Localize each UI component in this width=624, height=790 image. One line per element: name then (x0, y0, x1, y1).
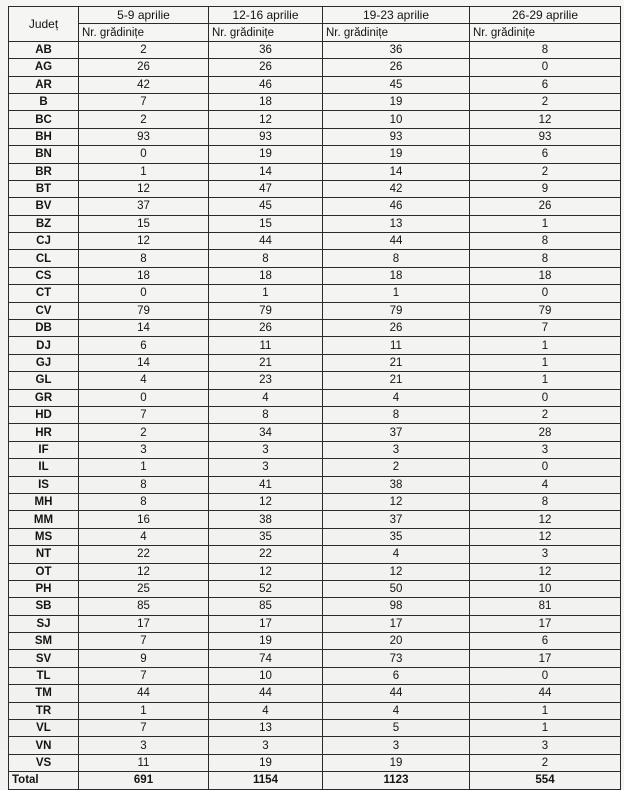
county-code: HD (9, 406, 79, 423)
count-cell: 3 (79, 737, 209, 754)
count-cell: 1 (470, 372, 621, 389)
count-cell: 14 (209, 163, 323, 180)
table-row (9, 128, 621, 145)
count-cell: 12 (79, 563, 209, 580)
count-cell: 0 (79, 146, 209, 163)
count-cell: 4 (323, 702, 470, 719)
count-cell: 26 (323, 320, 470, 337)
count-cell: 18 (79, 267, 209, 284)
count-subheader: Nr. grădinițe (323, 24, 470, 41)
period-header: 26-29 aprilie (470, 7, 621, 24)
count-cell: 11 (79, 754, 209, 771)
county-code: BZ (9, 215, 79, 232)
count-cell: 17 (470, 615, 621, 632)
count-cell: 14 (79, 320, 209, 337)
county-code: SM (9, 633, 79, 650)
count-cell: 0 (79, 285, 209, 302)
count-cell: 47 (209, 180, 323, 197)
table-row (9, 285, 621, 302)
total-label: Total (9, 772, 79, 789)
county-code: BC (9, 111, 79, 128)
table-row (9, 546, 621, 563)
table-row (9, 337, 621, 354)
county-code: NT (9, 546, 79, 563)
count-cell: 8 (470, 41, 621, 58)
count-cell: 37 (323, 511, 470, 528)
count-cell: 18 (209, 267, 323, 284)
count-cell: 13 (209, 720, 323, 737)
count-cell: 17 (470, 650, 621, 667)
count-cell: 23 (209, 372, 323, 389)
county-code: CL (9, 250, 79, 267)
count-cell: 20 (323, 633, 470, 650)
count-cell: 12 (323, 563, 470, 580)
table-row (9, 233, 621, 250)
count-cell: 50 (323, 580, 470, 597)
count-cell: 73 (323, 650, 470, 667)
count-cell: 19 (323, 146, 470, 163)
count-cell: 8 (470, 250, 621, 267)
county-code: TM (9, 685, 79, 702)
county-code: AG (9, 59, 79, 76)
table-row (9, 41, 621, 58)
count-cell: 44 (209, 233, 323, 250)
judet-column-header: Județ (9, 7, 79, 42)
county-code: PH (9, 580, 79, 597)
count-cell: 3 (470, 737, 621, 754)
count-cell: 93 (209, 128, 323, 145)
table-row (9, 667, 621, 684)
table-row (9, 493, 621, 510)
count-cell: 38 (209, 511, 323, 528)
count-cell: 93 (323, 128, 470, 145)
count-cell: 0 (470, 59, 621, 76)
count-cell: 2 (470, 163, 621, 180)
count-cell: 6 (470, 633, 621, 650)
total-value: 1154 (209, 772, 323, 789)
count-cell: 16 (79, 511, 209, 528)
count-cell: 2 (79, 111, 209, 128)
count-cell: 3 (470, 546, 621, 563)
count-cell: 4 (470, 476, 621, 493)
count-cell: 12 (470, 528, 621, 545)
table-row (9, 389, 621, 406)
count-cell: 36 (209, 41, 323, 58)
count-cell: 12 (209, 111, 323, 128)
count-cell: 85 (79, 598, 209, 615)
count-subheader: Nr. grădinițe (209, 24, 323, 41)
count-cell: 6 (470, 76, 621, 93)
count-cell: 7 (79, 633, 209, 650)
count-cell: 2 (470, 754, 621, 771)
count-subheader: Nr. grădinițe (79, 24, 209, 41)
table-row (9, 180, 621, 197)
count-cell: 10 (209, 667, 323, 684)
count-cell: 0 (470, 459, 621, 476)
count-cell: 15 (209, 215, 323, 232)
county-code: HR (9, 424, 79, 441)
table-row (9, 320, 621, 337)
count-cell: 0 (470, 285, 621, 302)
count-cell: 1 (470, 354, 621, 371)
count-cell: 7 (79, 406, 209, 423)
county-code: BH (9, 128, 79, 145)
county-code: BV (9, 198, 79, 215)
table-row (9, 302, 621, 319)
table-row (9, 267, 621, 284)
count-cell: 1 (470, 215, 621, 232)
county-code: AB (9, 41, 79, 58)
count-cell: 12 (323, 493, 470, 510)
count-cell: 37 (79, 198, 209, 215)
count-cell: 79 (323, 302, 470, 319)
table-row (9, 215, 621, 232)
count-cell: 21 (323, 354, 470, 371)
count-cell: 17 (209, 615, 323, 632)
table-row (9, 111, 621, 128)
county-code: CJ (9, 233, 79, 250)
count-cell: 38 (323, 476, 470, 493)
count-cell: 4 (79, 528, 209, 545)
count-cell: 8 (470, 493, 621, 510)
count-cell: 8 (323, 250, 470, 267)
count-cell: 44 (323, 233, 470, 250)
count-subheader: Nr. grădinițe (470, 24, 621, 41)
county-code: IL (9, 459, 79, 476)
count-cell: 12 (79, 233, 209, 250)
count-cell: 2 (470, 406, 621, 423)
county-code: SV (9, 650, 79, 667)
county-code: IS (9, 476, 79, 493)
count-cell: 79 (470, 302, 621, 319)
count-cell: 6 (470, 146, 621, 163)
count-cell: 8 (79, 476, 209, 493)
count-cell: 1 (470, 720, 621, 737)
count-cell: 35 (209, 528, 323, 545)
table-row (9, 76, 621, 93)
county-code: TR (9, 702, 79, 719)
count-cell: 3 (323, 441, 470, 458)
total-value: 1123 (323, 772, 470, 789)
count-cell: 11 (323, 337, 470, 354)
county-code: CV (9, 302, 79, 319)
table-row (9, 737, 621, 754)
count-cell: 35 (323, 528, 470, 545)
table-row (9, 720, 621, 737)
county-code: MM (9, 511, 79, 528)
count-cell: 18 (323, 267, 470, 284)
count-cell: 7 (470, 320, 621, 337)
table-row (9, 163, 621, 180)
county-code: GR (9, 389, 79, 406)
count-cell: 26 (79, 59, 209, 76)
table-row (9, 702, 621, 719)
count-cell: 19 (209, 146, 323, 163)
count-cell: 5 (323, 720, 470, 737)
count-cell: 12 (79, 180, 209, 197)
count-cell: 45 (209, 198, 323, 215)
count-cell: 25 (79, 580, 209, 597)
kindergartens-table (8, 6, 621, 790)
count-cell: 4 (209, 389, 323, 406)
county-code: IF (9, 441, 79, 458)
count-cell: 12 (470, 511, 621, 528)
count-cell: 98 (323, 598, 470, 615)
count-cell: 9 (470, 180, 621, 197)
table-row (9, 372, 621, 389)
count-cell: 74 (209, 650, 323, 667)
count-cell: 21 (323, 372, 470, 389)
count-cell: 37 (323, 424, 470, 441)
count-cell: 1 (79, 702, 209, 719)
table-row (9, 633, 621, 650)
count-cell: 41 (209, 476, 323, 493)
count-cell: 93 (470, 128, 621, 145)
count-cell: 19 (323, 754, 470, 771)
county-code: BT (9, 180, 79, 197)
count-cell: 4 (209, 702, 323, 719)
count-cell: 79 (209, 302, 323, 319)
table-row (9, 198, 621, 215)
count-cell: 12 (209, 493, 323, 510)
count-cell: 6 (323, 667, 470, 684)
county-code: GL (9, 372, 79, 389)
count-cell: 8 (209, 406, 323, 423)
table-body (9, 41, 621, 789)
count-cell: 3 (209, 459, 323, 476)
count-cell: 2 (470, 93, 621, 110)
table-row (9, 441, 621, 458)
count-cell: 22 (79, 546, 209, 563)
county-code: MS (9, 528, 79, 545)
table-row (9, 615, 621, 632)
count-cell: 12 (209, 563, 323, 580)
count-cell: 3 (209, 737, 323, 754)
county-code: MH (9, 493, 79, 510)
table-row (9, 406, 621, 423)
count-cell: 45 (323, 76, 470, 93)
county-code: OT (9, 563, 79, 580)
total-row (9, 772, 621, 789)
count-cell: 1 (323, 285, 470, 302)
count-cell: 7 (79, 667, 209, 684)
table-row (9, 598, 621, 615)
count-cell: 1 (79, 459, 209, 476)
county-code: VN (9, 737, 79, 754)
count-cell: 52 (209, 580, 323, 597)
count-cell: 21 (209, 354, 323, 371)
count-cell: 2 (79, 41, 209, 58)
count-cell: 85 (209, 598, 323, 615)
count-cell: 3 (79, 441, 209, 458)
count-cell: 13 (323, 215, 470, 232)
count-cell: 42 (323, 180, 470, 197)
count-cell: 19 (209, 633, 323, 650)
county-code: DB (9, 320, 79, 337)
count-cell: 8 (79, 493, 209, 510)
count-cell: 79 (79, 302, 209, 319)
table-row (9, 528, 621, 545)
count-cell: 0 (470, 389, 621, 406)
count-cell: 4 (323, 389, 470, 406)
table-row (9, 476, 621, 493)
total-value: 691 (79, 772, 209, 789)
count-cell: 93 (79, 128, 209, 145)
county-code: AR (9, 76, 79, 93)
count-cell: 8 (79, 250, 209, 267)
count-cell: 2 (79, 424, 209, 441)
count-cell: 2 (323, 459, 470, 476)
count-cell: 6 (79, 337, 209, 354)
count-cell: 0 (470, 667, 621, 684)
count-cell: 44 (323, 685, 470, 702)
count-cell: 18 (470, 267, 621, 284)
county-code: TL (9, 667, 79, 684)
count-cell: 28 (470, 424, 621, 441)
count-cell: 34 (209, 424, 323, 441)
county-code: VL (9, 720, 79, 737)
count-cell: 7 (79, 720, 209, 737)
table-row (9, 146, 621, 163)
table-row (9, 354, 621, 371)
count-cell: 19 (209, 754, 323, 771)
count-cell: 8 (470, 233, 621, 250)
table-row (9, 511, 621, 528)
count-cell: 12 (470, 111, 621, 128)
table-row (9, 685, 621, 702)
count-cell: 10 (470, 580, 621, 597)
county-code: B (9, 93, 79, 110)
count-cell: 1 (470, 702, 621, 719)
table-row (9, 250, 621, 267)
count-cell: 44 (209, 685, 323, 702)
count-cell: 1 (79, 163, 209, 180)
count-cell: 14 (323, 163, 470, 180)
header-row-periods (9, 7, 621, 24)
period-header: 12-16 aprilie (209, 7, 323, 24)
table-row (9, 650, 621, 667)
count-cell: 36 (323, 41, 470, 58)
count-cell: 3 (470, 441, 621, 458)
count-cell: 26 (470, 198, 621, 215)
count-cell: 19 (323, 93, 470, 110)
count-cell: 81 (470, 598, 621, 615)
count-cell: 44 (470, 685, 621, 702)
count-cell: 1 (470, 337, 621, 354)
count-cell: 10 (323, 111, 470, 128)
count-cell: 42 (79, 76, 209, 93)
count-cell: 46 (323, 198, 470, 215)
table-row (9, 459, 621, 476)
count-cell: 4 (79, 372, 209, 389)
county-code: GJ (9, 354, 79, 371)
count-cell: 22 (209, 546, 323, 563)
count-cell: 7 (79, 93, 209, 110)
count-cell: 17 (323, 615, 470, 632)
county-code: CS (9, 267, 79, 284)
count-cell: 18 (209, 93, 323, 110)
count-cell: 9 (79, 650, 209, 667)
county-code: BN (9, 146, 79, 163)
count-cell: 4 (323, 546, 470, 563)
table-row (9, 59, 621, 76)
count-cell: 46 (209, 76, 323, 93)
count-cell: 1 (209, 285, 323, 302)
county-code: BR (9, 163, 79, 180)
table-row (9, 93, 621, 110)
county-code: VS (9, 754, 79, 771)
count-cell: 3 (209, 441, 323, 458)
count-cell: 8 (209, 250, 323, 267)
table-row (9, 754, 621, 771)
county-code: SJ (9, 615, 79, 632)
count-cell: 26 (323, 59, 470, 76)
count-cell: 26 (209, 320, 323, 337)
period-header: 5-9 aprilie (79, 7, 209, 24)
count-cell: 14 (79, 354, 209, 371)
count-cell: 17 (79, 615, 209, 632)
header-row-subheaders (9, 24, 621, 41)
table-row (9, 563, 621, 580)
county-code: DJ (9, 337, 79, 354)
total-value: 554 (470, 772, 621, 789)
table-row (9, 424, 621, 441)
count-cell: 44 (79, 685, 209, 702)
count-cell: 11 (209, 337, 323, 354)
county-code: SB (9, 598, 79, 615)
count-cell: 0 (79, 389, 209, 406)
count-cell: 3 (323, 737, 470, 754)
county-code: CT (9, 285, 79, 302)
count-cell: 12 (470, 563, 621, 580)
count-cell: 26 (209, 59, 323, 76)
count-cell: 15 (79, 215, 209, 232)
period-header: 19-23 aprilie (323, 7, 470, 24)
table-row (9, 580, 621, 597)
count-cell: 8 (323, 406, 470, 423)
